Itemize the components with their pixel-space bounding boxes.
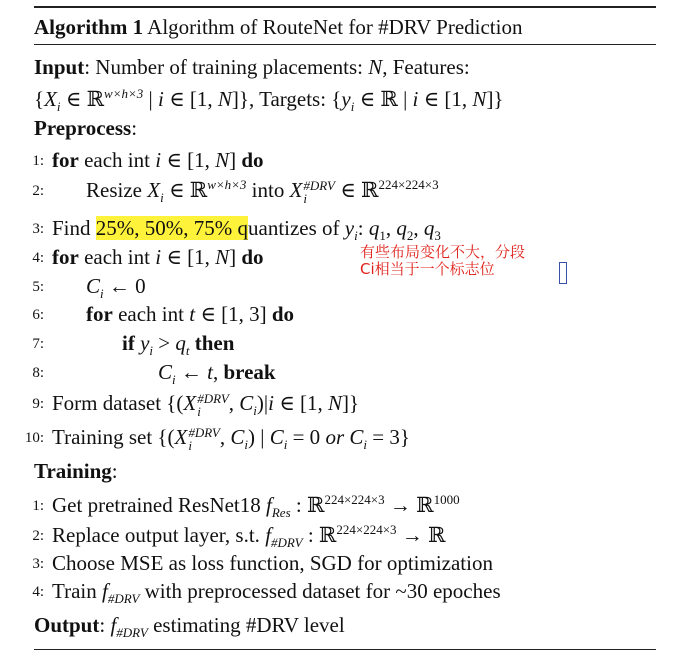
pre-line-6: [12, 304, 294, 325]
annotation-note[interactable]: [360, 244, 525, 279]
train-set-sub: i: [188, 438, 192, 453]
if-t: t: [185, 343, 190, 359]
replace-text: Replace output layer, s.t.: [52, 523, 266, 547]
train-set-eq0: = 0: [287, 424, 326, 449]
resize-sup2: #DRV: [303, 178, 335, 194]
replace-domain: : ℝ: [302, 523, 337, 547]
bottom-rule: [34, 649, 656, 650]
train-set-tail: ) | C: [248, 424, 284, 449]
train-set-c-sub: i: [244, 437, 248, 452]
train-set-text: Training set {(X: [52, 424, 188, 449]
train-set-c-sub3: i: [283, 437, 288, 452]
form-c-sub: i: [253, 403, 257, 418]
if-sub: i: [149, 343, 154, 359]
q3-sub: 3: [434, 228, 441, 244]
text-cursor[interactable]: [559, 262, 567, 284]
if-y: y: [140, 331, 150, 355]
form-c: , C: [228, 390, 254, 415]
output-f: f: [110, 613, 117, 637]
train-line-2: [12, 523, 446, 549]
resize-into: into: [246, 178, 290, 202]
for-text: each int: [112, 302, 190, 326]
keyword-for: for: [52, 148, 79, 172]
line-number: 3:: [32, 556, 44, 572]
output-f-sub: #DRV: [116, 625, 148, 641]
line-number: 4:: [32, 584, 44, 600]
for-range: ∈ [1, 3]: [195, 302, 272, 326]
find-rest: uantizes of: [248, 216, 345, 240]
input-line-1: [34, 57, 470, 78]
line-number: 2:: [32, 528, 44, 544]
for-text: each int: [78, 245, 156, 269]
line-number: 10:: [24, 429, 44, 446]
replace-arrow: → ℝ: [396, 523, 446, 547]
f-drv: f: [102, 579, 108, 603]
pre-line-8: [12, 362, 276, 386]
note-line-1: 有些布局变化不大，分段: [360, 243, 526, 261]
line-number: 9:: [32, 395, 44, 412]
form-tail: )|i ∈ [1, N]}: [256, 390, 360, 415]
c-sub: i: [100, 286, 104, 302]
resize-set: ∈ ℝ: [163, 178, 208, 202]
for-range: ∈ [1, N]: [161, 148, 242, 172]
pre-line-9: [12, 392, 359, 418]
features-x: X: [44, 87, 57, 111]
keyword-if: if: [122, 331, 135, 355]
algorithm-label: Algorithm 1: [34, 15, 144, 39]
keyword-do: do: [241, 245, 264, 269]
find-sub: i: [354, 228, 358, 244]
line-number: 3:: [32, 221, 44, 237]
choose-text: Choose MSE as loss function, SGD for optimization: [52, 551, 493, 575]
targets-sub: i: [350, 99, 355, 115]
c-sub: i: [172, 372, 176, 388]
pre-line-10: [12, 426, 410, 452]
input-label: Input: [34, 55, 85, 79]
input-text: : Number of training placements:: [84, 55, 369, 79]
assign-t: ← t,: [175, 360, 224, 384]
resize-supsub: [303, 179, 335, 205]
resize-sub: i: [160, 190, 164, 206]
resize-text: Resize: [86, 178, 148, 202]
training-label: Training: [34, 459, 112, 483]
line-number: 5:: [32, 279, 44, 295]
resize-x: X: [147, 178, 161, 202]
comma-q3: , q: [413, 216, 435, 240]
resize-x2: X: [289, 178, 303, 202]
for-text: each int: [78, 148, 156, 172]
resize-set2: ∈ ℝ: [334, 178, 379, 202]
form-sup: #DRV: [197, 391, 229, 406]
assign-zero: ← 0: [103, 274, 146, 298]
title-rule: [34, 44, 656, 45]
f-res: f: [266, 493, 272, 517]
pre-line-2: [12, 178, 439, 205]
top-rule: [34, 6, 656, 8]
output-line: [34, 615, 345, 639]
keyword-break: break: [223, 360, 276, 384]
input-n: N: [368, 55, 383, 79]
note-line-2: Ci相当于一个标志位: [360, 260, 495, 279]
keyword-do: do: [271, 302, 295, 326]
line-number: 7:: [32, 336, 44, 352]
train-line-3: [12, 553, 493, 574]
line-number: 1:: [32, 153, 44, 169]
output-rest: estimating #DRV level: [147, 613, 345, 637]
features-open: {: [34, 87, 45, 111]
train-set-c2: C: [349, 424, 364, 449]
preprocess-heading: [34, 118, 137, 139]
c-var: C: [158, 360, 173, 384]
train-text: Train: [52, 579, 102, 603]
train-set-c: , C: [219, 424, 245, 449]
train-rest: with preprocessed dataset for ~30 epoches: [139, 579, 501, 603]
train-set-eq3: = 3}: [367, 424, 410, 449]
preprocess-colon: :: [131, 116, 138, 140]
pre-line-1: [12, 150, 264, 171]
input-line-2: [34, 87, 504, 113]
form-text: Form dataset {(X: [52, 390, 197, 415]
algorithm-title: [34, 17, 522, 38]
f-res-sub: Res: [271, 505, 291, 521]
algorithm-caption: Algorithm of RouteNet for #DRV Prediction: [147, 15, 523, 39]
highlighted-text[interactable]: 25%, 50%, 75% q: [95, 216, 248, 240]
train-set-sup: #DRV: [188, 425, 220, 440]
pre-line-7: [12, 333, 234, 357]
form-supsub: [197, 392, 229, 418]
comma-q2: , q: [385, 216, 407, 240]
f-drv-sub: #DRV: [107, 591, 140, 607]
find-y: y: [344, 216, 355, 240]
input-text2: , Features:: [382, 55, 470, 79]
get-sup: 224×224×3: [324, 492, 385, 507]
train-line-1: [12, 493, 460, 519]
line-number: 2:: [32, 183, 44, 199]
output-label: Output: [34, 613, 100, 637]
keyword-for: for: [86, 302, 113, 326]
for-var: i: [155, 245, 162, 269]
get-arrow: → ℝ: [384, 493, 434, 517]
pre-line-5: [12, 276, 146, 300]
q1-sub: 1: [379, 228, 386, 244]
resize-sup: w×h×3: [207, 177, 247, 192]
train-set-or: or: [325, 424, 345, 449]
c-var: C: [86, 274, 101, 298]
get-domain: : ℝ: [290, 493, 325, 517]
for-var: i: [155, 148, 162, 172]
keyword-for: for: [52, 245, 79, 269]
find-text: Find: [52, 216, 96, 240]
line-number: 4:: [32, 250, 44, 266]
line-number: 8:: [32, 365, 44, 381]
get-text: Get pretrained ResNet18: [52, 493, 267, 517]
features-sup: w×h×3: [104, 86, 144, 101]
pre-line-3: [12, 218, 441, 242]
keyword-do: do: [241, 148, 264, 172]
training-colon: :: [111, 459, 118, 483]
features-tail: | i ∈ [1, N]}, Targets: {y: [143, 87, 351, 111]
find-q: : q: [357, 216, 380, 240]
form-sub: i: [197, 404, 201, 419]
train-line-4: [12, 581, 501, 605]
get-sup2: 1000: [433, 492, 460, 507]
if-gt: > q: [153, 331, 186, 355]
pre-line-4: [12, 247, 264, 268]
f-drv: f: [265, 523, 272, 547]
line-number: 6:: [32, 307, 44, 323]
train-set-supsub: [188, 426, 220, 452]
for-var: t: [189, 302, 196, 326]
features-sub: i: [56, 99, 61, 115]
f-drv-sub: #DRV: [271, 535, 303, 551]
output-colon: :: [99, 613, 111, 637]
resize-sub2: i: [303, 191, 308, 207]
training-heading: [34, 461, 118, 482]
resize-sup3: 224×224×3: [378, 177, 439, 192]
q2-sub: 2: [406, 228, 414, 244]
targets-tail: ∈ ℝ | i ∈ [1, N]}: [354, 87, 504, 111]
line-number: 1:: [32, 498, 44, 514]
preprocess-label: Preprocess: [34, 116, 132, 140]
keyword-then: then: [194, 331, 235, 355]
train-set-c-sub4: i: [363, 437, 368, 452]
replace-sup: 224×224×3: [336, 522, 397, 537]
for-range: ∈ [1, N]: [161, 245, 242, 269]
features-set: ∈ ℝ: [60, 87, 105, 111]
